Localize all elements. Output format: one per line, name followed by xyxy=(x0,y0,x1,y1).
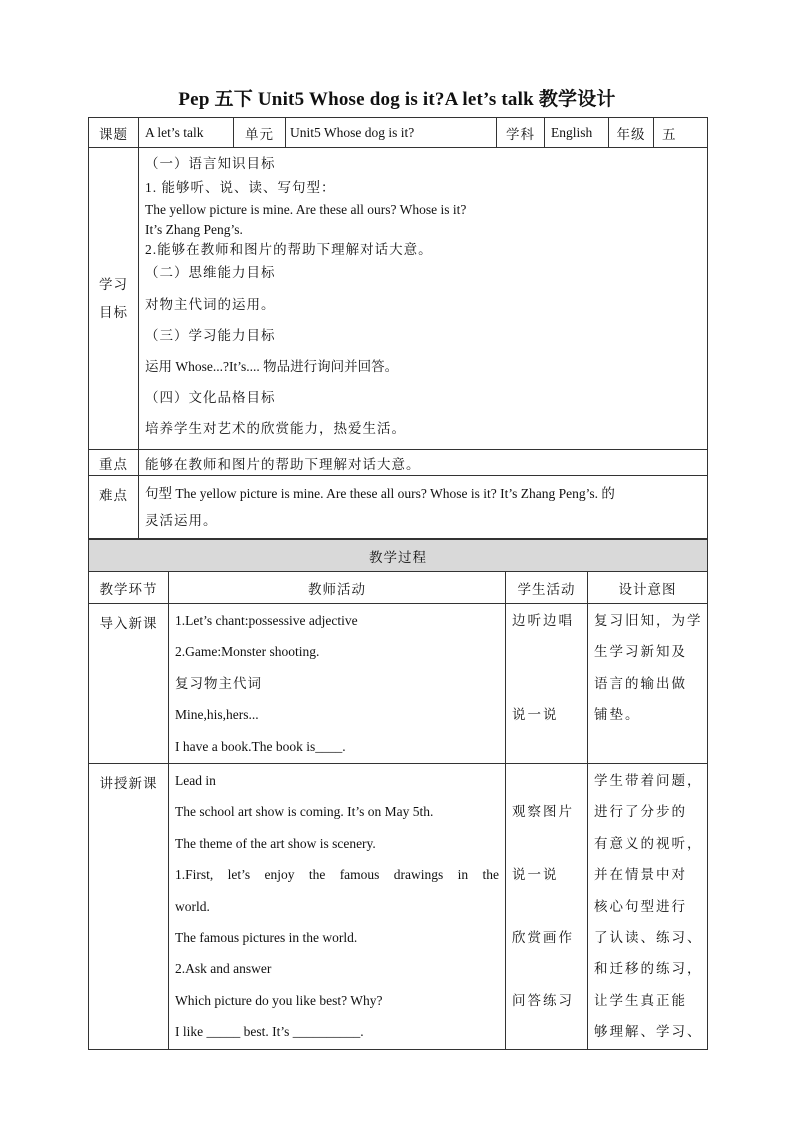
student-line xyxy=(512,731,587,762)
intent-line: 复习旧知，为学 xyxy=(594,613,703,628)
student-line xyxy=(512,891,587,922)
student-line: 欣赏画作 xyxy=(512,929,574,945)
student-line: 问答练习 xyxy=(512,992,574,1008)
teacher-line: Lead in xyxy=(175,773,216,788)
difficulty-label: 难点 xyxy=(89,476,139,539)
teacher-line: I have a book.The book is____. xyxy=(175,738,346,754)
intent-cell xyxy=(588,604,708,764)
process-heading: 教学过程 xyxy=(89,540,708,572)
teacher-cell xyxy=(169,764,506,1050)
teacher-line: world. xyxy=(175,898,210,914)
intent-cell xyxy=(588,764,708,1050)
stage-cell: 讲授新课 xyxy=(89,764,169,1050)
goals-label-line-2: 目标 xyxy=(99,304,128,320)
student-line: 观察图片 xyxy=(512,804,574,820)
lesson-info-table xyxy=(88,117,708,539)
teacher-line: 1.Let’s chant:possessive adjective xyxy=(175,613,358,628)
col-teacher: 教师活动 xyxy=(169,572,506,604)
subject-value: English xyxy=(545,118,609,148)
goal-heading-language: （一）语言知识目标 xyxy=(145,156,276,171)
teacher-line: 2.Game:Monster shooting. xyxy=(175,644,320,660)
col-stage: 教学环节 xyxy=(89,572,169,604)
intent-line: 进行了分步的 xyxy=(594,804,687,820)
teacher-line: The school art show is coming. It’s on May 5th. xyxy=(175,804,434,820)
grade-label: 年级 xyxy=(609,118,654,148)
stage-cell: 导入新课 xyxy=(89,604,169,764)
goal-item: It’s Zhang Peng’s. xyxy=(145,222,243,237)
intent-line: 了认读、练习、 xyxy=(594,929,703,945)
student-cell xyxy=(506,764,588,1050)
teacher-line: The famous pictures in the world. xyxy=(175,929,358,945)
intent-line: 和迁移的练习， xyxy=(594,961,703,977)
intent-line: 学生带着问题， xyxy=(594,773,703,788)
intent-line: 生学习新知及 xyxy=(594,644,687,660)
topic-label: 课题 xyxy=(89,118,139,148)
key-point-text: 能够在教师和图片的帮助下理解对话大意。 xyxy=(139,450,708,476)
teacher-line: Mine,his,hers... xyxy=(175,707,259,723)
goal-heading-culture: （四）文化品格目标 xyxy=(145,390,276,405)
topic-value: A let’s talk xyxy=(139,118,234,148)
goal-item: 2.能够在教师和图片的帮助下理解对话大意。 xyxy=(145,242,433,257)
difficulty-text: 灵活运用。 xyxy=(145,513,218,528)
teacher-cell xyxy=(169,604,506,764)
teacher-line: 2.Ask and answer xyxy=(175,961,272,977)
teacher-line: I like _____ best. It’s __________. xyxy=(175,1024,364,1040)
goals-label xyxy=(89,148,139,450)
student-cell xyxy=(506,604,588,764)
intent-line: 语言的输出做 xyxy=(594,675,687,691)
intent-line: 铺垫。 xyxy=(594,707,641,723)
student-line xyxy=(512,765,587,796)
intent-line: 有意义的视听， xyxy=(594,835,703,851)
intent-line: 核心句型进行 xyxy=(594,898,687,914)
teacher-line: 复习物主代词 xyxy=(175,675,262,691)
goals-label-line-1: 学习 xyxy=(99,276,128,292)
unit-label: 单元 xyxy=(234,118,286,148)
intent-line: 让学生真正能 xyxy=(594,992,687,1008)
student-line xyxy=(512,668,587,699)
col-student: 学生活动 xyxy=(506,572,588,604)
student-line xyxy=(512,636,587,667)
goal-heading-learning: （三）学习能力目标 xyxy=(145,328,276,343)
student-line: 边听边唱 xyxy=(512,613,574,628)
student-line: 说一说 xyxy=(512,867,559,883)
goal-item: 对物主代词的运用。 xyxy=(145,297,276,312)
grade-value: 五 xyxy=(654,118,708,148)
student-line xyxy=(512,953,587,984)
goal-item: 运用 Whose...?It’s.... 物品进行询问并回答。 xyxy=(145,359,399,374)
intent-line: 够理解、学习、 xyxy=(594,1024,703,1040)
goal-item: The yellow picture is mine. Are these all ours? Whose is it? xyxy=(145,202,467,217)
teacher-line: Which picture do you like best? Why? xyxy=(175,992,383,1008)
key-point-label: 重点 xyxy=(89,450,139,476)
col-intent: 设计意图 xyxy=(588,572,708,604)
goal-item: 培养学生对艺术的欣赏能力，热爱生活。 xyxy=(145,421,406,436)
student-line: 说一说 xyxy=(512,707,559,723)
difficulty-text: 句型 The yellow picture is mine. Are these all ours? Whose is it? It’s Zhang Peng’s. 的 xyxy=(145,486,615,501)
teacher-line: The theme of the art show is scenery. xyxy=(175,835,376,851)
goal-item: 1. 能够听、说、读、写句型： xyxy=(145,180,336,195)
page-title: Pep 五下 Unit5 Whose dog is it?A let’s talk 教学设计 xyxy=(178,89,616,110)
goal-heading-thinking: （二）思维能力目标 xyxy=(145,265,276,280)
unit-value: Unit5 Whose dog is it? xyxy=(286,118,497,148)
goals-content xyxy=(139,148,708,450)
student-line xyxy=(512,1016,587,1047)
teacher-line: 1.First, let’s enjoy the famous drawings in the xyxy=(175,867,499,883)
difficulty-content xyxy=(139,476,708,539)
subject-label: 学科 xyxy=(497,118,545,148)
student-line xyxy=(512,828,587,859)
intent-line: 并在情景中对 xyxy=(594,867,687,883)
process-table xyxy=(88,539,708,1050)
